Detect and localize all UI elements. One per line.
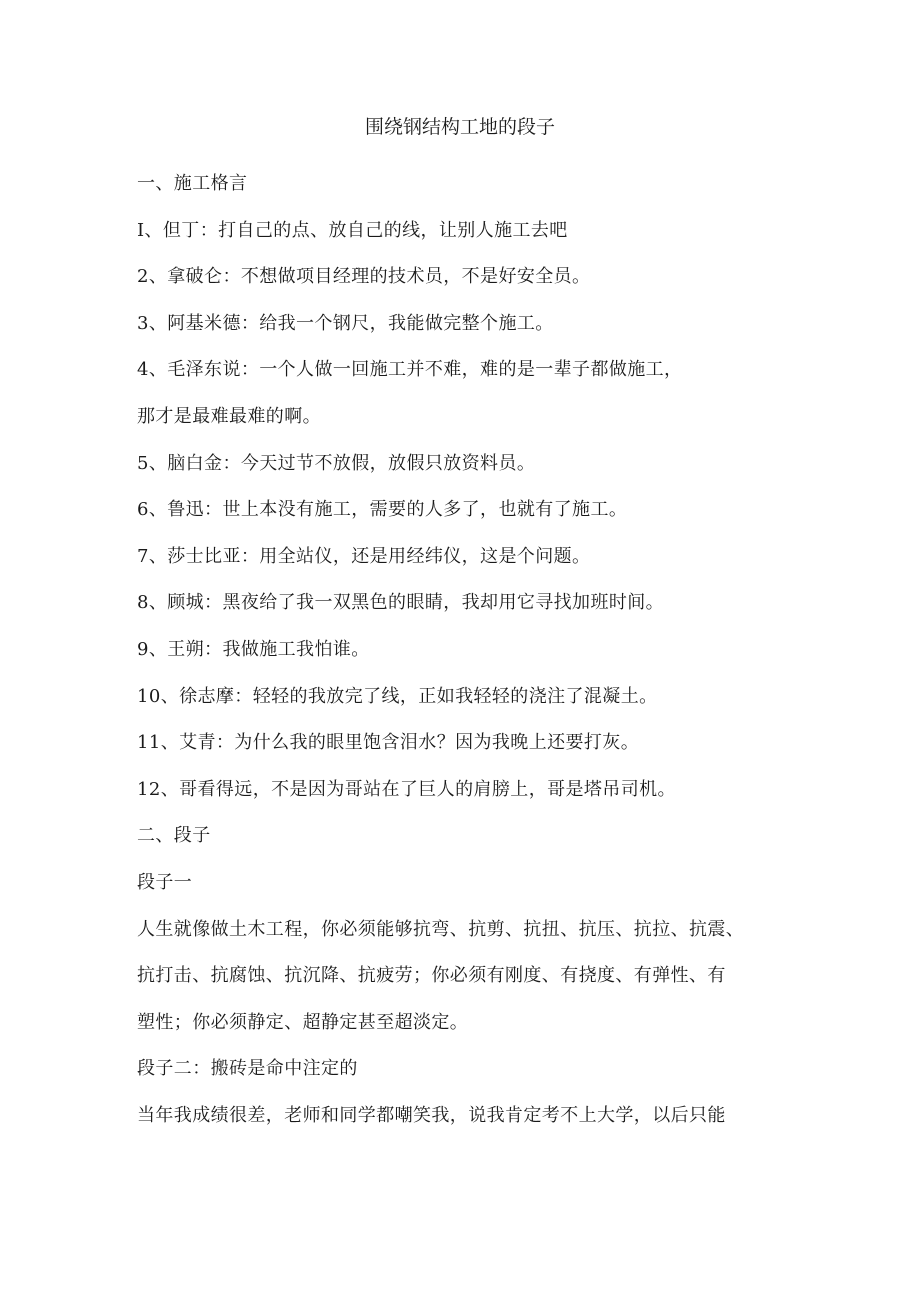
motto-line-continuation: 那才是最难最难的啊。 [137, 405, 321, 427]
paragraph-line: 抗打击、抗腐蚀、抗沉降、抗疲劳；你必须有刚度、有挠度、有弹性、有 [137, 965, 726, 987]
motto-line: 12、哥看得远，不是因为哥站在了巨人的肩膀上，哥是塔吊司机。 [137, 778, 676, 800]
motto-line: 10、徐志摩：轻轻的我放完了线，正如我轻轻的浇注了混凝土。 [137, 685, 658, 707]
document-body [137, 161, 817, 1139]
paragraph-line: 塑性；你必须静定、超静定甚至超淡定。 [137, 1011, 469, 1033]
motto-line: 6、鲁迅：世上本没有施工，需要的人多了，也就有了施工。 [137, 499, 628, 521]
motto-line: 11、艾青：为什么我的眼里饱含泪水？因为我晚上还要打灰。 [137, 732, 640, 754]
document-title: 围绕钢结构工地的段子 [364, 116, 555, 138]
motto-line: 4、毛泽东说：一个人做一回施工并不难，难的是一辈子都做施工， [137, 359, 683, 381]
motto-line: 3、阿基米德：给我一个钢尺，我能做完整个施工。 [137, 312, 554, 334]
motto-line: 7、莎士比亚：用全站仪，还是用经纬仪，这是个问题。 [137, 545, 591, 567]
motto-line: 2、拿破仑：不想做项目经理的技术员，不是好安全员。 [137, 266, 591, 288]
motto-line: 9、王朔：我做施工我怕谁。 [137, 638, 370, 660]
section-heading: 一、施工格言 [137, 173, 248, 194]
motto-line: I、但丁：打自己的点、放自己的线，让别人施工去吧 [137, 219, 568, 241]
paragraph-line: 人生就像做土木工程，你必须能够抗弯、抗剪、抗扭、抗压、抗拉、抗震、 [137, 918, 745, 940]
joke-heading: 段子一 [137, 871, 193, 893]
section-heading: 二、段子 [137, 825, 211, 847]
motto-line: 5、脑白金：今天过节不放假，放假只放资料员。 [137, 452, 536, 474]
paragraph-line: 当年我成绩很差，老师和同学都嘲笑我，说我肯定考不上大学，以后只能 [137, 1104, 726, 1126]
joke-heading: 段子二：搬砖是命中注定的 [137, 1058, 358, 1080]
motto-line: 8、顾城：黑夜给了我一双黑色的眼睛，我却用它寻找加班时间。 [137, 592, 665, 614]
